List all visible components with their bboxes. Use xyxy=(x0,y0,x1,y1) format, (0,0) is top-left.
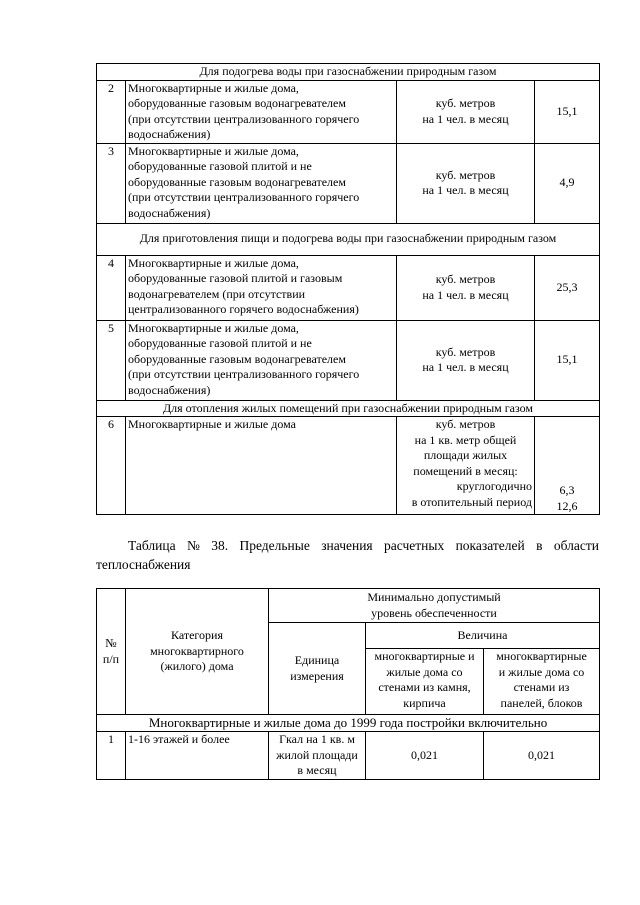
row-description: Многоквартирные и жилые дома xyxy=(126,417,397,515)
header-row xyxy=(97,589,600,623)
value-season: 12,6 xyxy=(556,498,578,513)
row-value-cell xyxy=(535,417,600,515)
section-row xyxy=(97,64,600,81)
col-number-header: № п/п xyxy=(97,589,126,715)
caption-word: Таблица xyxy=(128,538,176,553)
caption-word: в xyxy=(536,538,543,553)
value-header: Величина xyxy=(366,623,600,649)
heat-supply-table xyxy=(96,588,600,780)
value-year: 6,3 xyxy=(559,483,575,497)
row-description: Многоквартирные и жилые дома, оборудованные газовой плитой и газовым водонагревателем (при отсутствии централизованного горячего водоснабжения) xyxy=(126,255,397,320)
col-unit-header: Единица измерения xyxy=(269,623,366,715)
caption-word: 38. xyxy=(211,538,229,553)
row-number: 6 xyxy=(97,417,126,515)
col-category-header: Категория многоквартирного (жилого) дома xyxy=(126,589,269,715)
section-title: Многоквартирные и жилые дома до 1999 года постройки включительно xyxy=(97,715,600,732)
section-title: Для подогрева воды при газоснабжении природным газом xyxy=(97,64,600,81)
row-unit-cell xyxy=(397,417,535,515)
caption-line-2: теплоснабжения xyxy=(96,557,191,572)
row-unit: куб. метров на 1 чел. в месяц xyxy=(397,80,535,143)
section-title: Для отопления жилых помещений при газоснабжении природным газом xyxy=(97,400,600,417)
section-row xyxy=(97,400,600,417)
row-unit: Гкал на 1 кв. м жилой площади в месяц xyxy=(269,732,366,780)
row-number: 4 xyxy=(97,255,126,320)
caption-word: значения xyxy=(321,538,373,553)
row-number: 1 xyxy=(97,732,126,780)
table-caption xyxy=(96,536,599,574)
row-description: Многоквартирные и жилые дома, оборудованные газовой плитой и не оборудованные газовым водонагревателем (при отсутствии централизованного горячего водоснабжения) xyxy=(126,143,397,223)
caption-word: расчетных xyxy=(384,538,445,553)
gas-consumption-table xyxy=(96,63,600,515)
row-number: 5 xyxy=(97,320,126,400)
row-value: 25,3 xyxy=(535,255,600,320)
row-unit: куб. метров на 1 чел. в месяц xyxy=(397,320,535,400)
caption-line-1 xyxy=(96,536,599,555)
row-category: 1-16 этажей и более xyxy=(126,732,269,780)
table-row xyxy=(97,417,600,515)
min-level-header: Минимально допустимый уровень обеспеченности xyxy=(269,589,600,623)
row-description: Многоквартирные и жилые дома, оборудованные газовым водонагревателем (при отсутствии централизованного горячего водоснабжения) xyxy=(126,80,397,143)
row-description: Многоквартирные и жилые дома, оборудованные газовой плитой и не оборудованные газовым водонагревателем (при отсутствии централизованного горячего водоснабжения) xyxy=(126,320,397,400)
row-number: 2 xyxy=(97,80,126,143)
period-season: в отопительный период xyxy=(411,494,532,509)
row-stone-value: 0,021 xyxy=(366,732,484,780)
row-value: 4,9 xyxy=(535,143,600,223)
row-number: 3 xyxy=(97,143,126,223)
table-row xyxy=(97,80,600,143)
col-panel-header: многоквартирные и жилые дома со стенами из панелей, блоков xyxy=(484,649,600,715)
row-unit: куб. метров на 1 кв. метр общей площади жилых помещений в месяц: xyxy=(413,417,518,478)
col-stone-header: многоквартирные и жилые дома со стенами из камня, кирпича xyxy=(366,649,484,715)
caption-word: области xyxy=(553,538,599,553)
period-year: круглогодично xyxy=(456,479,532,493)
row-value: 15,1 xyxy=(535,80,600,143)
section-row xyxy=(97,223,600,255)
caption-word: № xyxy=(186,538,200,553)
table-row xyxy=(97,255,600,320)
table-row xyxy=(97,732,600,780)
table-row xyxy=(97,320,600,400)
section-row xyxy=(97,715,600,732)
table-row xyxy=(97,143,600,223)
row-unit: куб. метров на 1 чел. в месяц xyxy=(397,255,535,320)
row-value: 15,1 xyxy=(535,320,600,400)
row-panel-value: 0,021 xyxy=(484,732,600,780)
row-unit: куб. метров на 1 чел. в месяц xyxy=(397,143,535,223)
caption-word: Предельные xyxy=(239,538,310,553)
section-title: Для приготовления пищи и подогрева воды при газоснабжении природным газом xyxy=(97,223,600,255)
caption-word: показателей xyxy=(455,538,525,553)
